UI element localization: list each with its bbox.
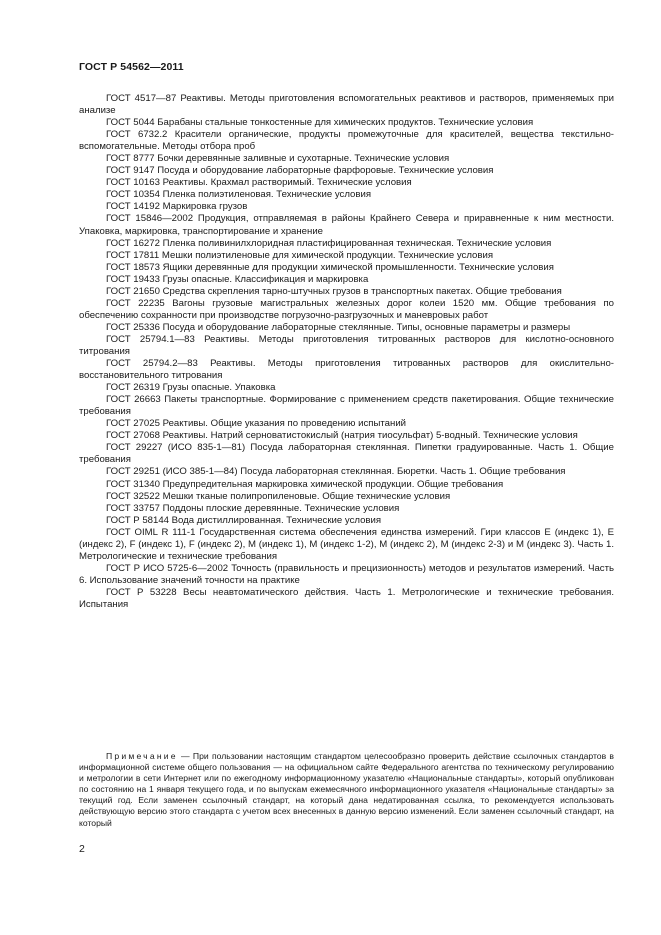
reference-item: ГОСТ 31340 Предупредительная маркировка химической продукции. Общие требования: [106, 478, 504, 490]
reference-item: ГОСТ 8777 Бочки деревянные заливные и сухотарные. Технические условия: [106, 153, 450, 165]
reference-item: ГОСТ 29227 (ИСО 835-1—81) Посуда лабораторная стеклянная. Пипетки градуированные. Часть 1. Общие требования: [79, 442, 614, 466]
note-text: — При пользовании настоящим стандартом целесообразно проверить действие ссылочных стандартов в информационной системе общего пользования — на официальном сайте Федерального агентства по техническому регулированию и метрологии в сети Интернет или по ежегодному информационному указателю «Национальные стандарты», который опубликован по состоянию на 1 января текущего года, и по выпускам ежемесячного информационного указателя «Национальные стандарты» за текущий год. Если заменен ссылочный стандарт, на который дана недатированная ссылка, то рекомендуется использовать действующую версию этого стандарта с учетом всех внесенных в данную версию изменений. Если заменен ссылочный стандарт, на который: [79, 751, 614, 828]
reference-item: ГОСТ 26663 Пакеты транспортные. Формирование с применением средств пакетирования. Общие технические требования: [79, 394, 614, 418]
reference-item: ГОСТ 15846—2002 Продукция, отправляемая в районы Крайнего Севера и приравненные к ним местности. Упаковка, маркировка, транспортирование и хранение: [79, 213, 614, 237]
reference-item: ГОСТ 17811 Мешки полиэтиленовые для химической продукции. Технические условия: [106, 249, 494, 261]
reference-item: ГОСТ 33757 Поддоны плоские деревянные. Технические условия: [106, 502, 400, 514]
reference-item: ГОСТ 29251 (ИСО 385-1—84) Посуда лабораторная стеклянная. Бюретки. Часть 1. Общие требования: [106, 466, 566, 478]
reference-item: ГОСТ 16272 Пленка поливинилхлоридная пластифицированная техническая. Технические условия: [106, 237, 552, 249]
reference-item: ГОСТ 18573 Ящики деревянные для продукции химической промышленности. Технические условия: [106, 261, 554, 273]
reference-item: ГОСТ 10354 Пленка полиэтиленовая. Технические условия: [106, 189, 372, 201]
reference-item: ГОСТ 26319 Грузы опасные. Упаковка: [106, 382, 276, 394]
page-number: 2: [79, 843, 85, 855]
reference-item: ГОСТ 25794.2—83 Реактивы. Методы приготовления титрованных растворов для окислительно-восстановительного титрования: [79, 358, 614, 382]
reference-item: ГОСТ 10163 Реактивы. Крахмал растворимый. Технические условия: [106, 177, 412, 189]
reference-item: ГОСТ 25794.1—83 Реактивы. Методы приготовления титрованных растворов для кислотно-основного титрования: [79, 333, 614, 357]
reference-item: ГОСТ 32522 Мешки тканые полипропиленовые. Общие технические условия: [106, 490, 451, 502]
reference-item: ГОСТ 19433 Грузы опасные. Классификация и маркировка: [106, 273, 369, 285]
reference-item: ГОСТ 5044 Барабаны стальные тонкостенные для химических продуктов. Технические условия: [106, 117, 534, 129]
reference-item: ГОСТ 4517—87 Реактивы. Методы приготовления вспомогательных реактивов и растворов, применяемых при анализе: [79, 93, 614, 117]
reference-item: ГОСТ 22235 Вагоны грузовые магистральных железных дорог колеи 1520 мм. Общие требования по обеспечению сохранности при производстве погрузочно-разгрузочных и маневровых работ: [79, 297, 614, 321]
reference-item: ГОСТ Р 58144 Вода дистиллированная. Технические условия: [106, 514, 382, 526]
reference-item: ГОСТ 27025 Реактивы. Общие указания по проведению испытаний: [106, 418, 407, 430]
note-paragraph: [79, 751, 614, 829]
reference-item: ГОСТ Р 53228 Весы неавтоматического действия. Часть 1. Метрологические и технические требования. Испытания: [79, 586, 614, 610]
reference-item: ГОСТ 6732.2 Красители органические, продукты промежуточные для красителей, вещества текстильно-вспомогательные. Методы отбора проб: [79, 129, 614, 153]
reference-item: ГОСТ Р ИСО 5725-6—2002 Точность (правильность и прецизионность) методов и результатов измерений. Часть 6. Использование значений точности на практике: [79, 562, 614, 586]
reference-item: ГОСТ 9147 Посуда и оборудование лабораторные фарфоровые. Технические условия: [106, 165, 494, 177]
normative-references-list: [79, 93, 614, 611]
document-header: ГОСТ Р 54562—2011: [79, 61, 184, 73]
reference-item: ГОСТ 27068 Реактивы. Натрий серноватистокислый (натрия тиосульфат) 5-водный. Технические условия: [106, 430, 578, 442]
reference-item: ГОСТ 21650 Средства скрепления тарно-штучных грузов в транспортных пакетах. Общие требования: [106, 285, 562, 297]
note-label: Примечание: [106, 751, 178, 761]
reference-item: ГОСТ 25336 Посуда и оборудование лабораторные стеклянные. Типы, основные параметры и размеры: [106, 321, 571, 333]
reference-item: ГОСТ 14192 Маркировка грузов: [106, 201, 248, 213]
reference-item: ГОСТ OIML R 111-1 Государственная система обеспечения единства измерений. Гири классов E (индекс 1), E (индекс 2), F (индекс 1), F (индекс 2), M (индекс 1), M (индекс 1-2), M (индекс 2), M (индекс 2-3) и M (индекс 3). Часть 1. Метрологические и технические требования: [79, 526, 614, 562]
